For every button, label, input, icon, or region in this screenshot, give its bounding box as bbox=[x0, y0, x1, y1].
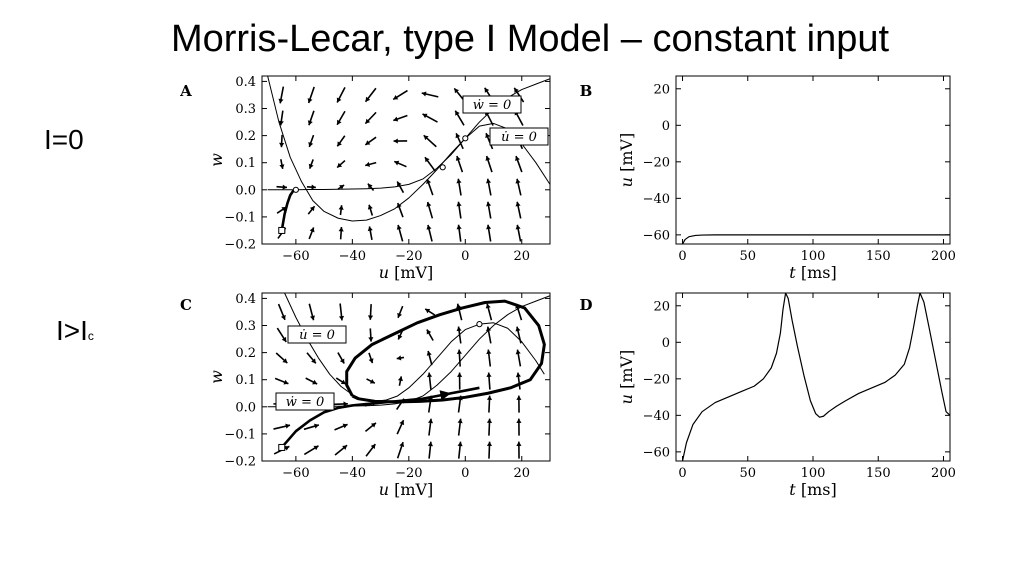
x-tick-label: 150 bbox=[865, 466, 891, 481]
x-tick-label: 0 bbox=[461, 466, 470, 481]
field-arrow-head bbox=[487, 396, 492, 400]
x-tick-label: 50 bbox=[739, 466, 757, 481]
x-tick-label: −40 bbox=[338, 249, 367, 264]
field-arrow-head bbox=[279, 143, 284, 147]
field-arrow-head bbox=[311, 185, 315, 190]
x-tick-label: 20 bbox=[513, 249, 531, 264]
field-arrow-head bbox=[339, 227, 344, 231]
field-arrow-head bbox=[427, 373, 432, 378]
y-tick-label: −60 bbox=[642, 228, 670, 244]
y-tick-label: −20 bbox=[642, 372, 670, 388]
x-tick-label: 100 bbox=[800, 249, 826, 264]
field-arrow-head bbox=[339, 316, 344, 321]
field-arrow-head bbox=[428, 442, 433, 447]
nullcline-annotation: ẇ = 0 bbox=[285, 395, 325, 410]
nullcline-annotation: u̇ = 0 bbox=[501, 130, 537, 145]
y-axis-label-D: u [mV] bbox=[617, 349, 636, 405]
panel-letter-A: A bbox=[180, 82, 192, 100]
y-tick-label: 0.2 bbox=[235, 129, 256, 145]
x-axis-label-A: u [mV] bbox=[378, 263, 434, 282]
field-arrow-head bbox=[458, 419, 463, 424]
y-tick-label: 0 bbox=[661, 118, 670, 134]
y-tick-label: 0.0 bbox=[235, 400, 256, 416]
x-axis-label-B: t [ms] bbox=[789, 263, 837, 282]
field-arrow-head bbox=[339, 205, 344, 210]
field-arrow-head bbox=[457, 373, 462, 377]
x-tick-label: 200 bbox=[931, 249, 956, 264]
nullcline-annotation: u̇ = 0 bbox=[299, 328, 335, 343]
plot-area-D bbox=[683, 293, 950, 461]
y-tick-label: 0.1 bbox=[235, 156, 256, 172]
field-arrow-head bbox=[516, 442, 521, 446]
y-tick-label: 0.2 bbox=[235, 346, 256, 362]
x-tick-label: 150 bbox=[865, 249, 891, 264]
x-tick-label: −60 bbox=[282, 466, 310, 481]
x-tick-label: 100 bbox=[800, 466, 826, 481]
y-tick-label: −0.2 bbox=[224, 454, 256, 470]
panel-B bbox=[617, 76, 950, 282]
slide-title: Morris-Lecar, type I Model – constant input bbox=[170, 18, 890, 60]
x-tick-label: 0 bbox=[461, 249, 470, 264]
y-tick-label: −0.2 bbox=[224, 237, 256, 253]
y-tick-label: −40 bbox=[642, 191, 670, 207]
fixed-point-marker bbox=[463, 136, 468, 141]
y-tick-label: 0.1 bbox=[235, 373, 256, 389]
nullcline-annotation: ẇ = 0 bbox=[472, 98, 512, 113]
y-tick-label: −40 bbox=[642, 408, 670, 424]
field-arrow-head bbox=[486, 373, 491, 377]
x-tick-label: 0 bbox=[678, 249, 687, 264]
y-tick-label: 0 bbox=[661, 335, 670, 351]
fixed-point-marker bbox=[477, 322, 482, 327]
start-point-marker bbox=[279, 444, 285, 450]
limit-cycle-line bbox=[347, 301, 545, 402]
x-axis-label-D: t [ms] bbox=[789, 480, 837, 499]
x-tick-label: 200 bbox=[931, 466, 956, 481]
x-tick-label: −60 bbox=[282, 249, 310, 264]
field-arrow-head bbox=[426, 225, 431, 230]
y-tick-label: −0.1 bbox=[224, 210, 256, 226]
fixed-point-marker bbox=[293, 187, 298, 192]
field-arrow-head bbox=[310, 315, 315, 320]
voltage-trace-line bbox=[683, 235, 950, 244]
field-arrow-head bbox=[394, 138, 398, 143]
field-arrow-head bbox=[368, 315, 373, 319]
y-tick-label: 0.4 bbox=[235, 291, 256, 307]
row-label-supra-sub: c bbox=[87, 329, 94, 343]
plot-area-C bbox=[268, 293, 550, 459]
field-arrow-head bbox=[457, 350, 462, 354]
y-tick-label: 20 bbox=[653, 299, 670, 315]
plot-area-B bbox=[683, 235, 950, 244]
plot-frame-C bbox=[262, 293, 550, 461]
y-axis-label-C: w bbox=[207, 370, 226, 384]
y-tick-label: −20 bbox=[642, 155, 670, 171]
y-axis-label-A: w bbox=[207, 153, 226, 167]
plot-frame-D bbox=[676, 293, 950, 461]
row-label-rest-text: I=0 bbox=[44, 124, 84, 155]
field-arrow-head bbox=[365, 162, 370, 167]
y-tick-label: 0.0 bbox=[235, 183, 256, 199]
field-arrow-head bbox=[283, 185, 287, 190]
y-tick-label: −60 bbox=[642, 445, 670, 461]
field-arrow-head bbox=[368, 337, 373, 341]
field-arrow-head bbox=[487, 419, 492, 423]
field-arrow-head bbox=[428, 419, 433, 424]
y-axis-label-B: u [mV] bbox=[617, 132, 636, 188]
plot-frame-B bbox=[676, 76, 950, 244]
x-tick-label: −20 bbox=[395, 249, 423, 264]
w-nullcline-line bbox=[268, 296, 550, 407]
field-arrow-head bbox=[458, 442, 463, 447]
x-tick-label: −40 bbox=[338, 466, 367, 481]
field-arrow-head bbox=[516, 419, 521, 423]
panel-D bbox=[617, 293, 950, 499]
x-tick-label: −20 bbox=[395, 466, 423, 481]
y-tick-label: 20 bbox=[653, 82, 670, 98]
y-tick-label: 0.4 bbox=[235, 74, 256, 90]
panel-letter-D: D bbox=[579, 296, 593, 314]
row-label-supra-text: I>I bbox=[56, 315, 88, 346]
panel-letter-C: C bbox=[180, 296, 192, 314]
field-arrow-head bbox=[516, 373, 521, 378]
x-tick-label: 20 bbox=[513, 466, 531, 481]
field-arrow-head bbox=[486, 350, 491, 355]
field-arrow-head bbox=[486, 304, 491, 309]
x-axis-label-C: u [mV] bbox=[378, 480, 434, 499]
u-nullcline-line bbox=[285, 293, 545, 401]
field-arrow-head bbox=[516, 396, 521, 400]
x-tick-label: 50 bbox=[739, 249, 757, 264]
y-tick-label: −0.1 bbox=[224, 427, 256, 443]
panel-letter-B: B bbox=[579, 82, 593, 100]
fixed-point-marker bbox=[440, 165, 445, 170]
x-tick-label: 0 bbox=[678, 466, 687, 481]
voltage-trace-line bbox=[683, 293, 950, 461]
field-arrow-head bbox=[487, 442, 492, 446]
field-arrow-head bbox=[427, 351, 432, 356]
start-point-marker bbox=[279, 227, 285, 233]
y-tick-label: 0.3 bbox=[235, 319, 256, 335]
y-tick-label: 0.3 bbox=[235, 102, 256, 118]
